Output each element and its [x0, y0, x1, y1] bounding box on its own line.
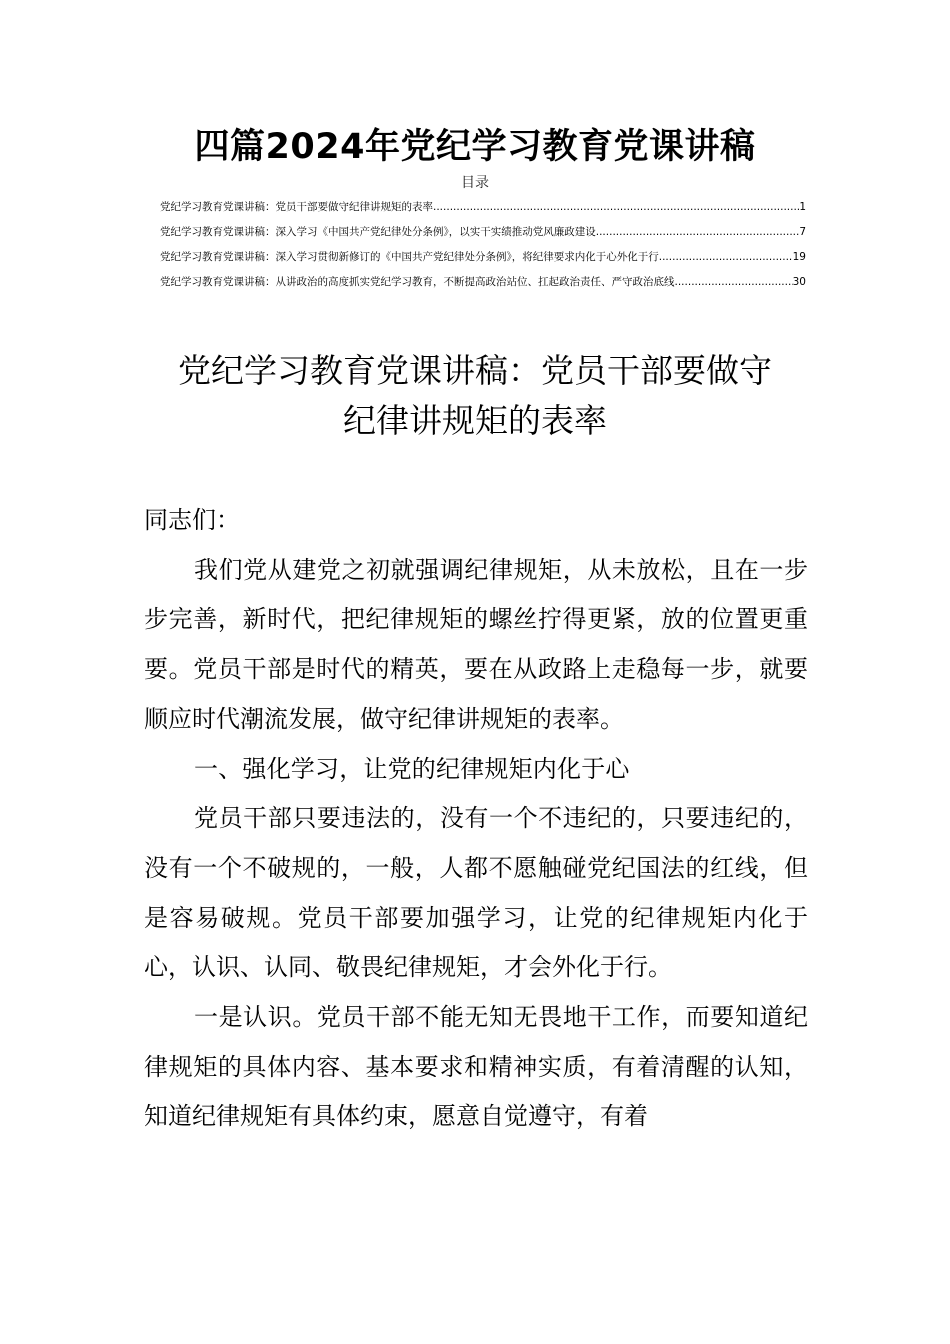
toc-dot-leader	[433, 198, 799, 216]
toc-entry-page: 1	[799, 201, 806, 213]
toc-entry-text: 党纪学习教育党课讲稿：从讲政治的高度抓实党纪学习教育，不断提高政治站位、扛起政治责任、严守政治底线	[160, 276, 675, 288]
toc-entry-2[interactable]	[160, 223, 806, 248]
table-of-contents	[160, 198, 806, 298]
greeting: 同志们：	[144, 506, 240, 534]
toc-entry-text: 党纪学习教育党课讲稿：深入学习贯彻新修订的《中国共产党纪律处分条例》，将纪律要求内化于心外化于行	[160, 251, 659, 263]
article-title	[0, 346, 950, 446]
section-heading-1: 一、强化学习，让党的纪律规矩内化于心	[194, 754, 630, 783]
paragraph-intro: 我们党从建党之初就强调纪律规矩，从未放松，且在一步步完善，新时代，把纪律规矩的螺丝拧得更紧，放的位置更重要。党员干部是时代的精英，要在从政路上走稳每一步，就要顺应时代潮流发展，做守纪律讲规矩的表率。	[144, 555, 808, 733]
main-title: 四篇2024年党纪学习教育党课讲稿	[194, 127, 756, 167]
toc-heading: 目录	[461, 175, 489, 191]
toc-entry-1[interactable]	[160, 198, 806, 223]
toc-entry-page: 19	[792, 251, 806, 263]
paragraph-point-1: 一是认识。党员干部不能无知无畏地干工作，而要知道纪律规矩的具体内容、基本要求和精神实质，有着清醒的认知，知道纪律规矩有具体约束，愿意自觉遵守，有着	[144, 1003, 808, 1131]
toc-entry-text: 党纪学习教育党课讲稿：深入学习《中国共产党纪律处分条例》，以实干实绩推动党风廉政建设	[160, 226, 596, 238]
toc-entry-page: 30	[792, 276, 806, 288]
toc-dot-leader	[596, 223, 800, 241]
toc-dot-leader	[659, 248, 793, 266]
toc-dot-leader	[675, 273, 793, 291]
toc-entry-4[interactable]	[160, 273, 806, 298]
toc-entry-page: 7	[799, 226, 806, 238]
toc-entry-text: 党纪学习教育党课讲稿：党员干部要做守纪律讲规矩的表率	[160, 201, 433, 213]
paragraph-section1: 党员干部只要违法的，没有一个不违纪的，只要违纪的，没有一个不破规的，一般，人都不愿触碰党纪国法的红线，但是容易破规。党员干部要加强学习，让党的纪律规矩内化于心，认识、认同、敬畏纪律规矩，才会外化于行。	[144, 804, 808, 982]
article-title-line-2: 纪律讲规矩的表率	[343, 401, 607, 440]
article-body	[144, 496, 808, 1142]
article-title-line-1: 党纪学习教育党课讲稿：党员干部要做守	[178, 351, 772, 390]
toc-entry-3[interactable]	[160, 248, 806, 273]
